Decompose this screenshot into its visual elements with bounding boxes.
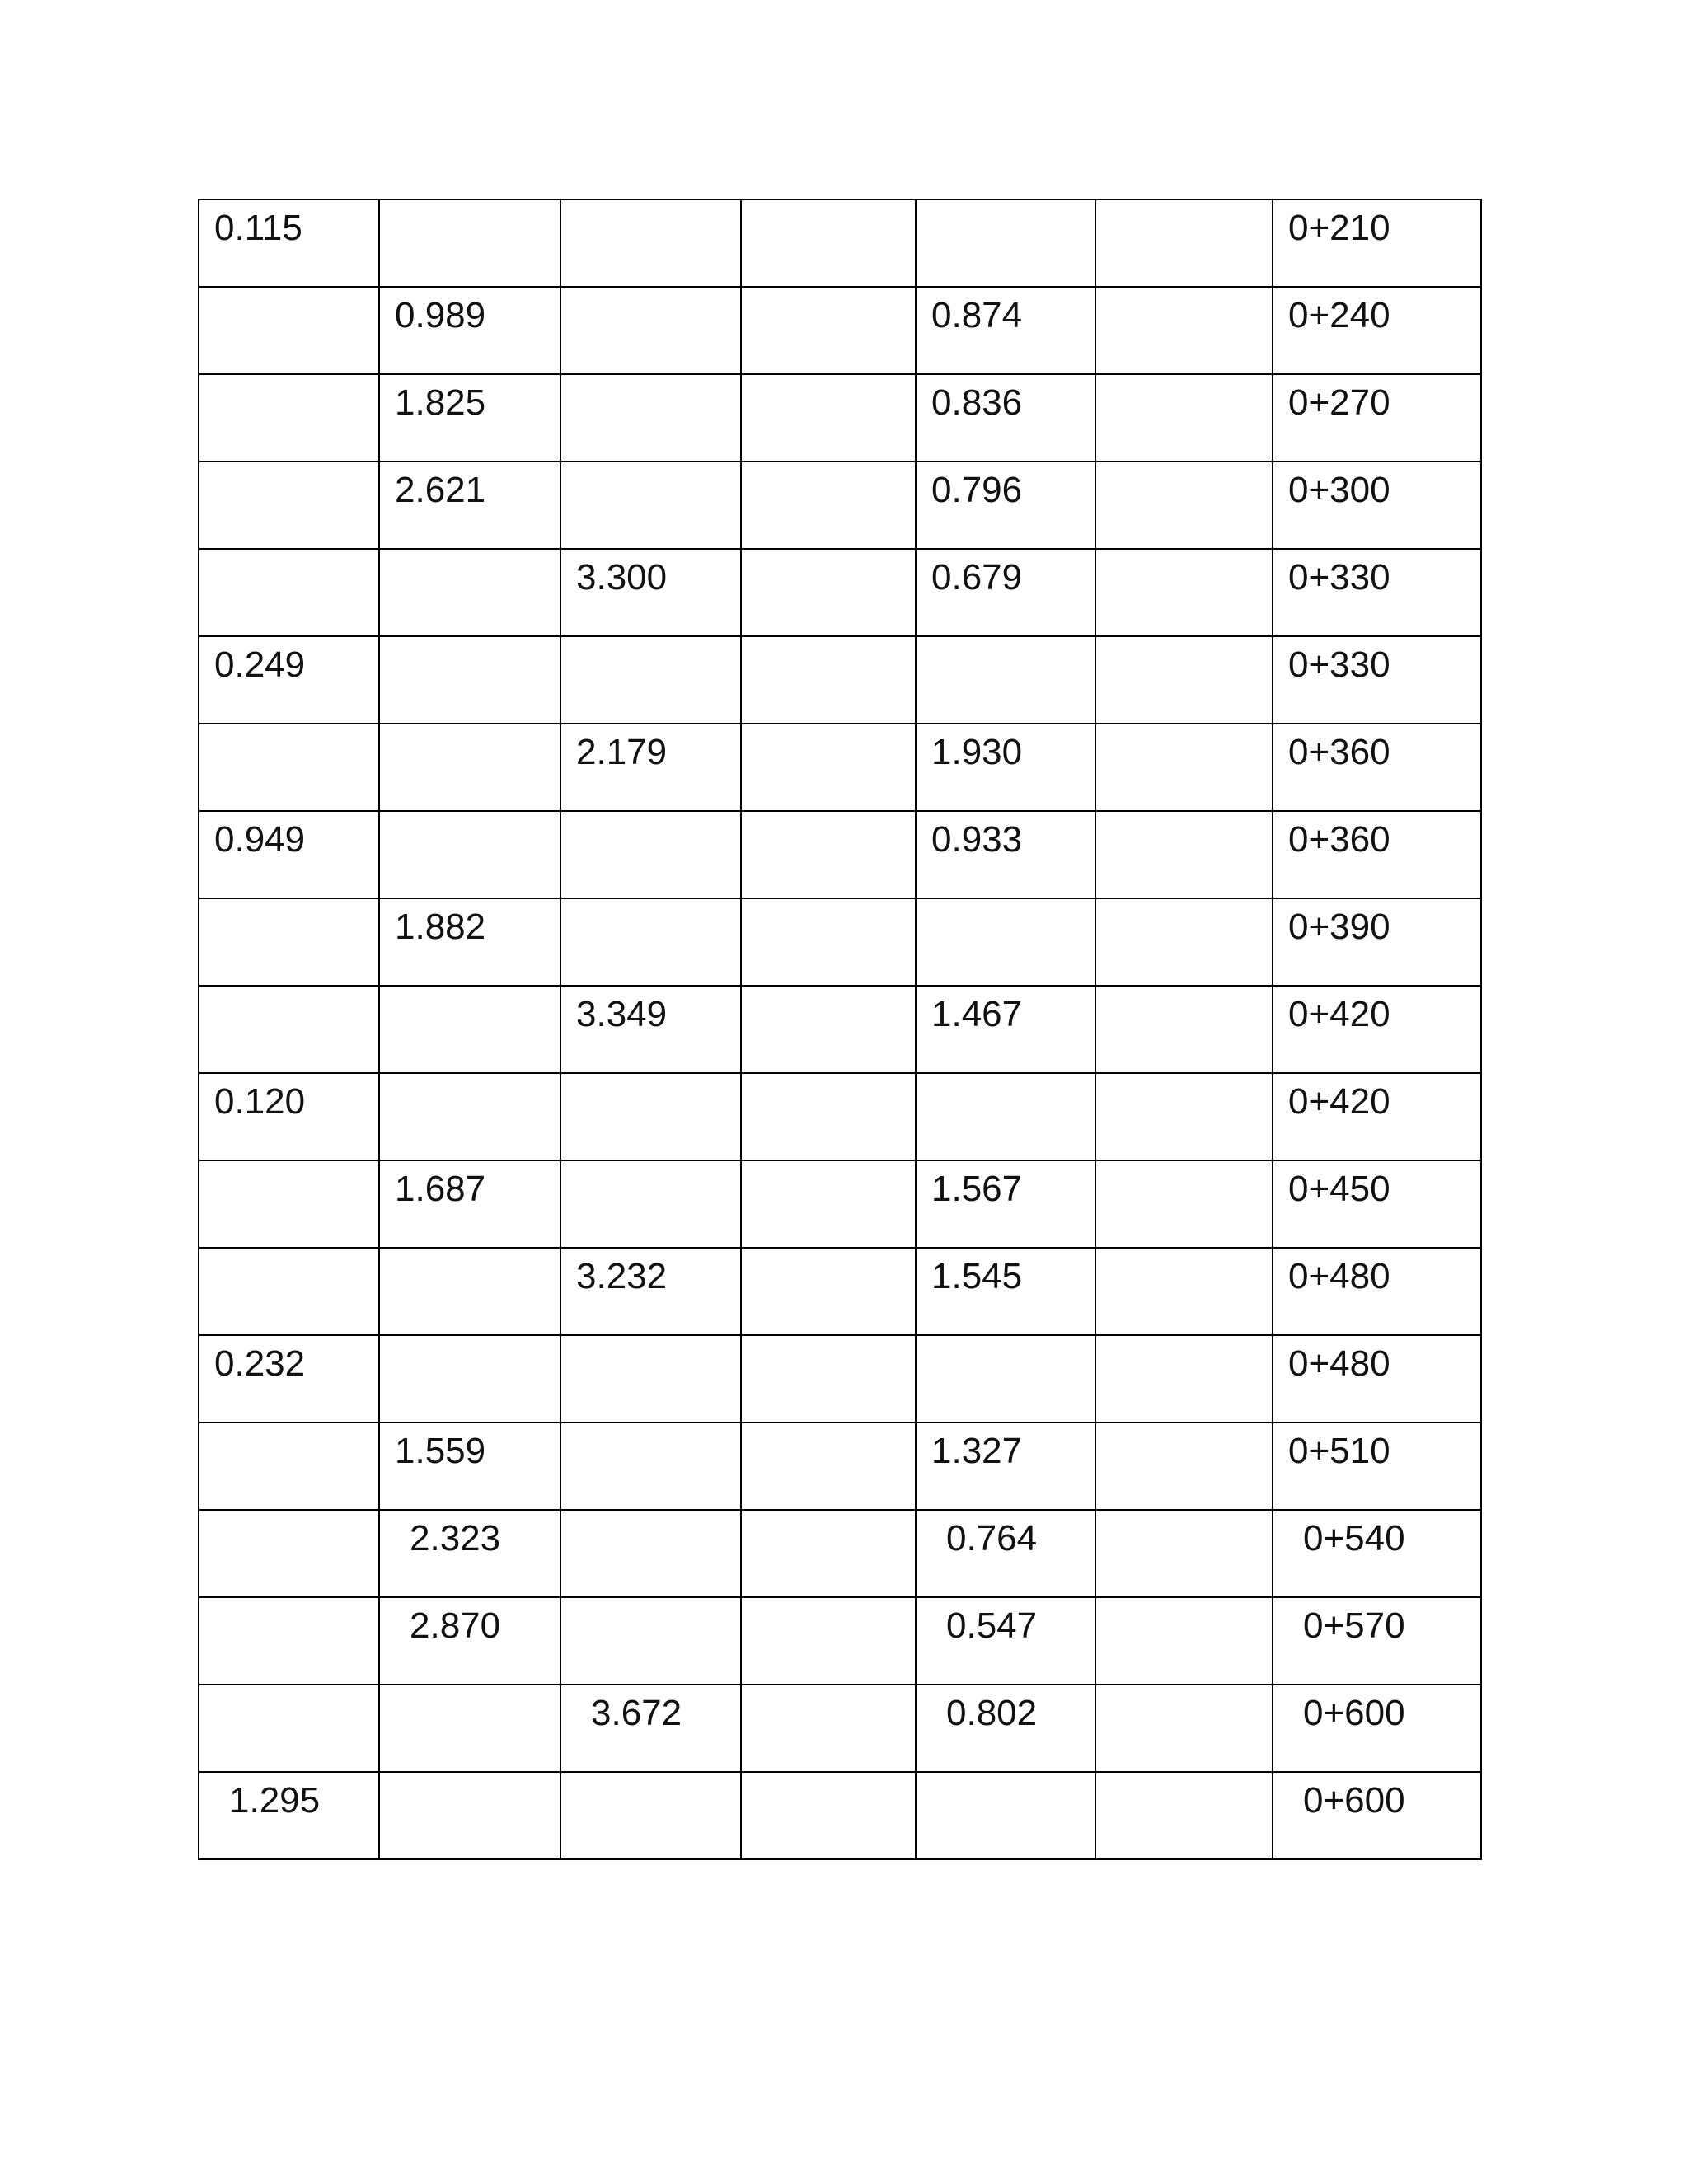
table-cell (1273, 374, 1481, 462)
cell-value (561, 1074, 740, 1084)
cell-value (742, 1423, 915, 1433)
table-cell (560, 1248, 741, 1335)
table-row (199, 1422, 1481, 1510)
table-cell (1273, 811, 1481, 898)
table-cell (1095, 1772, 1273, 1859)
table-cell (916, 199, 1095, 287)
cell-value (561, 1511, 740, 1521)
cell-value (561, 1773, 740, 1783)
table-cell (1273, 199, 1481, 287)
table-row (199, 199, 1481, 287)
cell-value (380, 550, 560, 560)
cell-value (561, 1423, 740, 1433)
cell-value: 0+330 (1288, 644, 1390, 685)
table-cell (379, 898, 560, 986)
cell-value: 1.545 (931, 1256, 1023, 1296)
table-cell (741, 287, 916, 374)
table-cell (560, 986, 741, 1073)
cell-value (561, 462, 740, 472)
table-row (199, 1510, 1481, 1597)
table-cell (199, 1160, 379, 1248)
cell-value: 0+570 (1303, 1605, 1405, 1646)
cell-value: 0.949 (214, 819, 306, 860)
table-cell (916, 1335, 1095, 1422)
table-cell (379, 1248, 560, 1335)
cell-value (1096, 1773, 1272, 1783)
cell-value (742, 1161, 915, 1171)
cell-value: 1.559 (395, 1431, 486, 1471)
cell-value: 0+360 (1288, 819, 1390, 860)
table-cell (1273, 1248, 1481, 1335)
cell-value (1096, 375, 1272, 385)
table-cell (1095, 986, 1273, 1073)
table-cell (1273, 724, 1481, 811)
table-cell (379, 1160, 560, 1248)
cell-value (1096, 987, 1272, 996)
table-cell (199, 1335, 379, 1422)
table-cell (741, 549, 916, 636)
table-cell (916, 287, 1095, 374)
table-cell (560, 1772, 741, 1859)
table-cell (1273, 549, 1481, 636)
cell-value: 0.802 (946, 1693, 1038, 1733)
table-cell (741, 1160, 916, 1248)
cell-value: 2.179 (576, 732, 668, 772)
table-cell (560, 898, 741, 986)
cell-value (742, 288, 915, 298)
cell-value: 0.989 (395, 295, 486, 335)
table-cell (199, 1685, 379, 1772)
table-cell (199, 287, 379, 374)
cell-value (199, 288, 378, 298)
table-cell (741, 462, 916, 549)
cell-value: 0.836 (931, 382, 1023, 423)
cell-value (380, 1336, 560, 1346)
table-cell (916, 1772, 1095, 1859)
cell-value (1096, 200, 1272, 210)
cell-value (917, 637, 1095, 647)
table-cell (560, 199, 741, 287)
cell-value (742, 1598, 915, 1608)
table-cell (1273, 986, 1481, 1073)
table-row (199, 636, 1481, 724)
cell-value: 2.323 (410, 1518, 501, 1558)
table-cell (1095, 1510, 1273, 1597)
cell-value: 1.825 (395, 382, 486, 423)
cell-value (380, 812, 560, 822)
cell-value (917, 1773, 1095, 1783)
cell-value: 0+390 (1288, 907, 1390, 947)
table-cell (916, 374, 1095, 462)
cell-value: 0.115 (214, 208, 302, 248)
table-cell (741, 374, 916, 462)
cell-value: 0.764 (946, 1518, 1038, 1558)
cell-value: 0+360 (1288, 732, 1390, 772)
table-cell (1273, 1073, 1481, 1160)
table-cell (916, 1248, 1095, 1335)
table-cell (379, 1510, 560, 1597)
table-cell (741, 1422, 916, 1510)
cell-value (1096, 637, 1272, 647)
cell-value (561, 1336, 740, 1346)
table-cell (560, 811, 741, 898)
leveling-table (198, 199, 1482, 1860)
cell-value (1096, 724, 1272, 734)
cell-value (742, 200, 915, 210)
table-cell (1095, 1685, 1273, 1772)
table-cell (560, 374, 741, 462)
table-cell (379, 374, 560, 462)
cell-value (742, 375, 915, 385)
cell-value: 0+210 (1288, 208, 1390, 248)
cell-value: 1.567 (931, 1169, 1023, 1209)
table-cell (199, 1597, 379, 1685)
table-cell (1095, 462, 1273, 549)
table-cell (199, 374, 379, 462)
table-cell (1273, 898, 1481, 986)
cell-value (742, 1685, 915, 1695)
cell-value: 0+510 (1288, 1431, 1390, 1471)
cell-value (199, 462, 378, 472)
table-cell (741, 1073, 916, 1160)
cell-value (1096, 1074, 1272, 1084)
table-cell (1273, 1510, 1481, 1597)
cell-value (1096, 1511, 1272, 1521)
cell-value (561, 812, 740, 822)
table-cell (916, 1422, 1095, 1510)
table-cell (199, 986, 379, 1073)
table-cell (199, 811, 379, 898)
table-cell (1095, 1073, 1273, 1160)
cell-value (1096, 1685, 1272, 1695)
table-cell (741, 1685, 916, 1772)
table-cell (1273, 287, 1481, 374)
table-row (199, 462, 1481, 549)
table-row (199, 1248, 1481, 1335)
cell-value (199, 1249, 378, 1258)
table-cell (1095, 1422, 1273, 1510)
table-cell (379, 986, 560, 1073)
cell-value (199, 375, 378, 385)
cell-value: 0.547 (946, 1605, 1038, 1646)
cell-value (561, 1161, 740, 1171)
table-cell (916, 636, 1095, 724)
cell-value (1096, 550, 1272, 560)
table-cell (560, 1597, 741, 1685)
table-cell (916, 1073, 1095, 1160)
cell-value (380, 637, 560, 647)
cell-value (917, 1336, 1095, 1346)
cell-value (199, 987, 378, 996)
table-cell (379, 1772, 560, 1859)
cell-value (199, 1161, 378, 1171)
table-row (199, 986, 1481, 1073)
cell-value: 0+240 (1288, 295, 1390, 335)
table-cell (379, 1335, 560, 1422)
table-cell (379, 1597, 560, 1685)
cell-value (742, 1773, 915, 1783)
cell-value (199, 550, 378, 560)
table-row (199, 811, 1481, 898)
cell-value (742, 1074, 915, 1084)
cell-value (380, 1249, 560, 1258)
cell-value: 0+420 (1288, 994, 1390, 1034)
table-cell (379, 199, 560, 287)
cell-value: 0+540 (1303, 1518, 1405, 1558)
cell-value: 1.467 (931, 994, 1023, 1034)
cell-value (1096, 288, 1272, 298)
table-cell (916, 1160, 1095, 1248)
table-cell (379, 724, 560, 811)
table-row (199, 1597, 1481, 1685)
table-cell (379, 462, 560, 549)
table-cell (916, 549, 1095, 636)
table-cell (199, 1248, 379, 1335)
table-cell (379, 636, 560, 724)
table-row (199, 1685, 1481, 1772)
table-cell (1095, 1160, 1273, 1248)
table-cell (1273, 1597, 1481, 1685)
cell-value (742, 724, 915, 734)
cell-value (380, 724, 560, 734)
table-cell (560, 1510, 741, 1597)
cell-value: 0+480 (1288, 1343, 1390, 1384)
table-cell (1095, 374, 1273, 462)
table-cell (916, 462, 1095, 549)
cell-value: 3.349 (576, 994, 668, 1034)
table-cell (741, 724, 916, 811)
table-cell (199, 462, 379, 549)
table-cell (199, 1510, 379, 1597)
cell-value: 1.687 (395, 1169, 486, 1209)
table-cell (916, 1510, 1095, 1597)
cell-value (561, 375, 740, 385)
cell-value: 0.874 (931, 295, 1023, 335)
table-cell (1273, 1160, 1481, 1248)
table-row (199, 1073, 1481, 1160)
cell-value (1096, 812, 1272, 822)
cell-value: 1.882 (395, 907, 486, 947)
cell-value (917, 1074, 1095, 1084)
cell-value (561, 899, 740, 909)
table-row (199, 549, 1481, 636)
cell-value (561, 637, 740, 647)
cell-value: 0+270 (1288, 382, 1390, 423)
table-cell (560, 636, 741, 724)
cell-value (199, 899, 378, 909)
table-cell (199, 1772, 379, 1859)
table-cell (379, 1685, 560, 1772)
table-cell (741, 1772, 916, 1859)
table-cell (379, 549, 560, 636)
cell-value (561, 288, 740, 298)
table-cell (741, 898, 916, 986)
table-cell (916, 986, 1095, 1073)
table-cell (1095, 724, 1273, 811)
cell-value (742, 637, 915, 647)
table-cell (560, 1685, 741, 1772)
cell-value (199, 724, 378, 734)
table-cell (379, 811, 560, 898)
table-cell (1095, 549, 1273, 636)
cell-value (1096, 1249, 1272, 1258)
table-cell (199, 1422, 379, 1510)
table-cell (1095, 636, 1273, 724)
cell-value: 0.796 (931, 470, 1023, 510)
table-body (199, 199, 1481, 1859)
table-cell (1095, 199, 1273, 287)
table-cell (1273, 636, 1481, 724)
cell-value: 0+600 (1303, 1693, 1405, 1733)
table-cell (741, 1335, 916, 1422)
cell-value (742, 812, 915, 822)
table-cell (916, 898, 1095, 986)
cell-value (742, 1511, 915, 1521)
table-row (199, 724, 1481, 811)
cell-value: 2.870 (410, 1605, 501, 1646)
cell-value: 2.621 (395, 470, 486, 510)
table-cell (560, 549, 741, 636)
table-cell (560, 462, 741, 549)
table-cell (560, 1335, 741, 1422)
table-cell (1095, 1335, 1273, 1422)
cell-value: 0+480 (1288, 1256, 1390, 1296)
cell-value (1096, 1336, 1272, 1346)
cell-value (1096, 1598, 1272, 1608)
cell-value (199, 1685, 378, 1695)
table-cell (199, 724, 379, 811)
cell-value (199, 1598, 378, 1608)
cell-value (199, 1423, 378, 1433)
cell-value (917, 899, 1095, 909)
table-cell (1095, 287, 1273, 374)
table-row (199, 1772, 1481, 1859)
cell-value (742, 1336, 915, 1346)
table-cell (379, 1422, 560, 1510)
table-cell (1273, 1422, 1481, 1510)
table-cell (741, 199, 916, 287)
cell-value (380, 1074, 560, 1084)
table-cell (1095, 811, 1273, 898)
table-cell (199, 549, 379, 636)
table-cell (379, 287, 560, 374)
cell-value (917, 200, 1095, 210)
cell-value (561, 1598, 740, 1608)
cell-value: 0+420 (1288, 1081, 1390, 1122)
table-cell (199, 636, 379, 724)
table-row (199, 287, 1481, 374)
cell-value (380, 1773, 560, 1783)
table-cell (1095, 1597, 1273, 1685)
table-cell (560, 724, 741, 811)
cell-value: 1.930 (931, 732, 1023, 772)
table-cell (560, 1422, 741, 1510)
cell-value (561, 200, 740, 210)
table-cell (1273, 462, 1481, 549)
cell-value: 0.232 (214, 1343, 306, 1384)
cell-value (742, 987, 915, 996)
cell-value (742, 462, 915, 472)
cell-value: 3.232 (576, 1256, 668, 1296)
cell-value (380, 987, 560, 996)
cell-value: 0.120 (214, 1081, 306, 1122)
table-row (199, 1160, 1481, 1248)
cell-value (1096, 899, 1272, 909)
table-cell (741, 1510, 916, 1597)
cell-value: 3.300 (576, 557, 668, 598)
table-cell (741, 636, 916, 724)
cell-value: 1.327 (931, 1431, 1023, 1471)
table-cell (741, 986, 916, 1073)
cell-value (742, 899, 915, 909)
table-cell (916, 724, 1095, 811)
cell-value (742, 1249, 915, 1258)
cell-value: 0+330 (1288, 557, 1390, 598)
cell-value: 3.672 (591, 1693, 682, 1733)
cell-value: 0+300 (1288, 470, 1390, 510)
table-cell (1273, 1772, 1481, 1859)
table-cell (741, 1248, 916, 1335)
cell-value (1096, 462, 1272, 472)
table-cell (560, 1073, 741, 1160)
cell-value: 0.933 (931, 819, 1023, 860)
cell-value: 0.249 (214, 644, 306, 685)
table-cell (379, 1073, 560, 1160)
table-cell (916, 811, 1095, 898)
table-cell (916, 1597, 1095, 1685)
table-cell (1095, 898, 1273, 986)
table-cell (199, 898, 379, 986)
table-cell (199, 1073, 379, 1160)
cell-value: 0.679 (931, 557, 1023, 598)
cell-value (1096, 1423, 1272, 1433)
cell-value (199, 1511, 378, 1521)
table-cell (1273, 1335, 1481, 1422)
cell-value (1096, 1161, 1272, 1171)
table-cell (560, 287, 741, 374)
table-cell (560, 1160, 741, 1248)
cell-value: 0+600 (1303, 1780, 1405, 1821)
table-cell (1095, 1248, 1273, 1335)
cell-value (380, 200, 560, 210)
table-cell (741, 811, 916, 898)
table-cell (741, 1597, 916, 1685)
cell-value (380, 1685, 560, 1695)
table-row (199, 1335, 1481, 1422)
cell-value: 0+450 (1288, 1169, 1390, 1209)
table-cell (199, 199, 379, 287)
table-row (199, 898, 1481, 986)
table-cell (916, 1685, 1095, 1772)
table-row (199, 374, 1481, 462)
table-cell (1273, 1685, 1481, 1772)
cell-value (742, 550, 915, 560)
cell-value: 1.295 (229, 1780, 321, 1821)
